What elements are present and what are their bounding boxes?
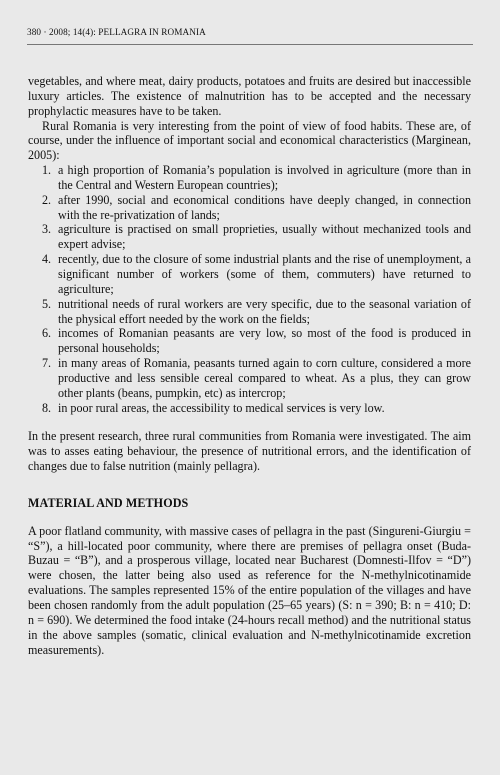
section-heading: MATERIAL AND METHODS xyxy=(28,495,189,510)
list-item xyxy=(28,193,471,223)
list-number: 3. xyxy=(42,222,52,237)
list-item xyxy=(28,326,471,356)
running-head: 380 · 2008; 14(4): PELLAGRA IN ROMANIA xyxy=(27,27,206,37)
paragraph-methods: A poor flatland community, with massive cases of pellagra in the past (Singureni-Giurgiu = “S”), a hill-located poor community, where there are premises of pellagra onset (Buda-Buzau = “B”), and a prosperous village, located near Bucharest (Domnesti-Ilfov = “D”) were chosen, the latter being also used as reference for the N-methylnicotinamide evaluations. The samples represented 15% of the entire population of the villages and have been chosen randomly from the adult population (25–65 years) (S: n = 390; B: n = 410; D: n = 690). We determined the food intake (24-hours recall method) and the nutritional status in the above samples (somatic, clinical evaluation and N-methylnicotinamide excretion measurements). xyxy=(28,523,471,657)
characteristics-list xyxy=(28,163,471,415)
list-item-text: agriculture is practised on small proprieties, usually without mechanized tools and expert advise; xyxy=(58,222,471,252)
list-number: 8. xyxy=(42,400,52,415)
list-item xyxy=(28,222,471,252)
list-item xyxy=(28,356,471,401)
list-number: 1. xyxy=(42,163,52,178)
list-item-text: recently, due to the closure of some industrial plants and the rise of unemployment, a significant number of workers (some of them, commuters) have returned to agriculture; xyxy=(58,252,471,296)
list-item-text: in poor rural areas, the accessibility to medical services is very low. xyxy=(58,400,385,415)
list-number: 5. xyxy=(42,296,52,311)
paragraph-continuation: vegetables, and where meat, dairy products, potatoes and fruits are desired but inaccessible luxury articles. The existence of malnutrition has to be accepted and the necessary prophylactic measures have to be taken. xyxy=(28,74,471,118)
list-item xyxy=(28,163,471,193)
paragraph-rural-romania: Rural Romania is very interesting from the point of view of food habits. These are, of course, under the influence of important social and economical characteristics (Marginean, 2005): xyxy=(28,118,471,163)
list-item-text: a high proportion of Romania’s population is involved in agriculture (more than in the Central and Western European countries); xyxy=(58,163,471,192)
list-item-text: incomes of Romanian peasants are very low, so most of the food is produced in personal households; xyxy=(58,326,471,356)
list-item-text: nutritional needs of rural workers are very specific, due to the seasonal variation of the physical effort needed by the work on the fields; xyxy=(58,296,471,326)
spacer xyxy=(28,511,471,524)
list-item xyxy=(28,252,471,297)
list-number: 7. xyxy=(42,356,52,371)
list-item-text: after 1990, social and economical conditions have deeply changed, in connection with the re-privatization of lands; xyxy=(58,192,471,222)
list-number: 2. xyxy=(42,192,52,207)
body-text xyxy=(28,74,471,657)
paragraph-research: In the present research, three rural communities from Romania were investigated. The aim was to asses eating behaviour, the presence of nutritional errors, and the identification of changes due to false nutrition (mainly pellagra). xyxy=(28,429,471,474)
list-item xyxy=(28,297,471,327)
list-number: 4. xyxy=(42,252,52,267)
list-item-text: in many areas of Romania, peasants turned again to corn culture, considered a more productive and less sensible cereal compared to wheat. As a plus, they can grow other plants (beans, pumpkin, etc) as intercrop; xyxy=(58,356,471,400)
header-rule xyxy=(27,44,473,45)
spacer xyxy=(28,474,471,496)
list-item xyxy=(28,401,471,416)
spacer xyxy=(28,415,471,429)
list-number: 6. xyxy=(42,326,52,341)
